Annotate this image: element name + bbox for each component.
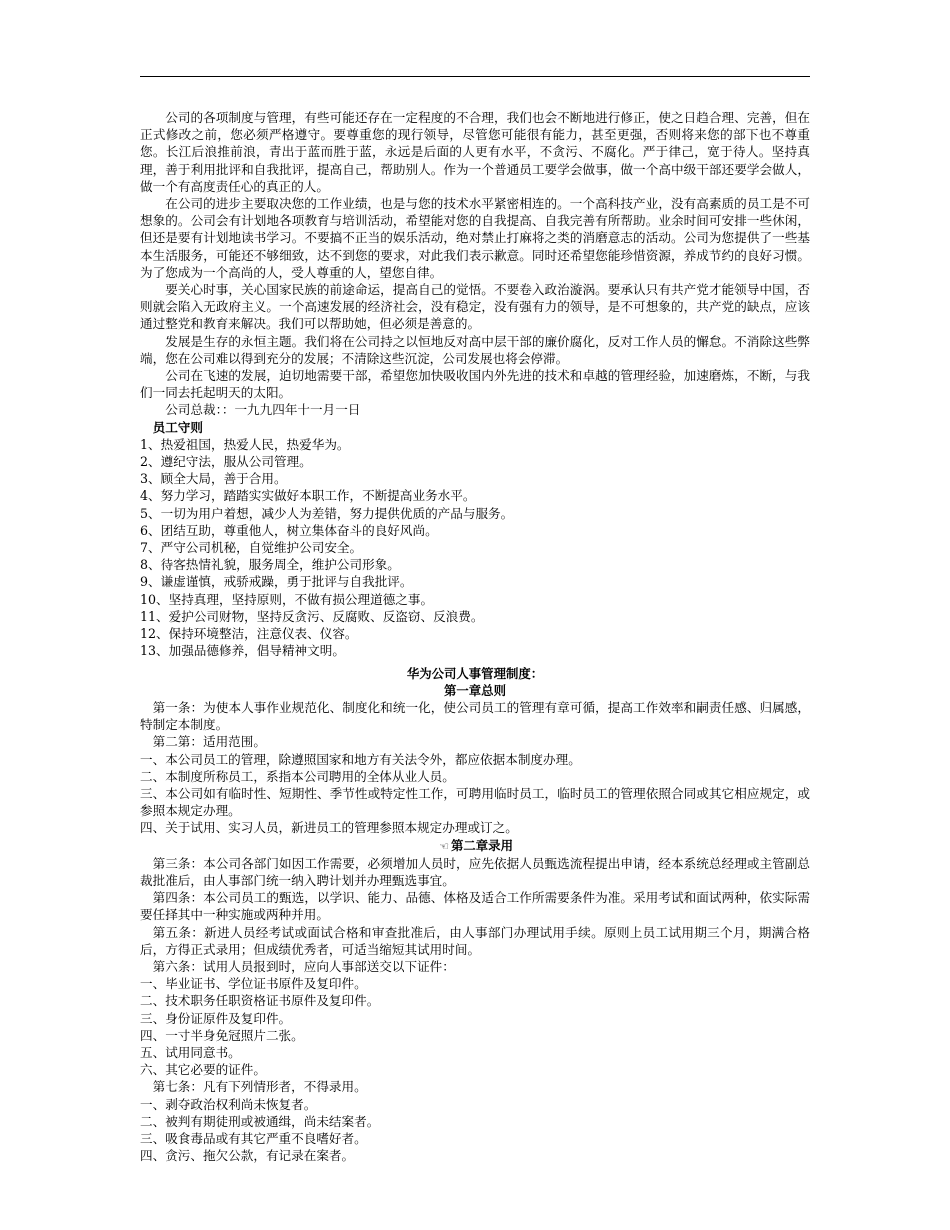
code-item: 3、顾全大局，善于合用。 <box>140 471 287 487</box>
header-rule <box>140 76 810 77</box>
chapter1-paragraph: 三、本公司如有临时性、短期性、季节性或特定性工作，可聘用临时员工，临时员工的管理依照合同或其它相应规定，或参照本规定办理。 <box>140 785 810 819</box>
chapter1-paragraph: 四、关于试用、实习人员，新进员工的管理参照本规定办理或订之。 <box>140 820 518 836</box>
exclusion-item: 三、吸食毒品或有其它严重不良嗜好者。 <box>140 1130 367 1146</box>
code-item: 2、遵纪守法，服从公司管理。 <box>140 454 312 470</box>
code-title: 员工守则 <box>152 419 203 435</box>
code-item: 1、热爱祖国，热爱人民，热爱华为。 <box>140 436 350 452</box>
code-item: 10、坚持真理，坚持原则，不做有损公理道德之事。 <box>140 591 434 607</box>
chapter2-paragraph: 第三条：本公司各部门如因工作需要，必须增加人员时，应先依据人员甄选流程提出申请，经本系统总经理或主管副总裁批准后，由人事部门统一纳入聘计划并办理甄选事宜。 <box>140 855 810 888</box>
intro-paragraph: 要关心时事，关心国家民族的前途命运，提高自己的觉悟。不要卷入政治漩涡。要承认只有共产党才能领导中国，否则就会陷入无政府主义。一个高速发展的经济社会，没有稳定，没有强有力的领导，是不可想象的，共产党的缺点，应该通过整党和教育来解决。我们可以帮助她，但必须是善意的。 <box>140 282 810 332</box>
intro-paragraph: 公司的各项制度与管理，有些可能还存在一定程度的不合理，我们也会不断地进行修正，使之日趋合理、完善，但在正式修改之前，您必须严格遵守。要尊重您的现行领导，尽管您可能很有能力，甚至更强，否则将来您的部下也不尊重您。长江后浪推前浪，青出于蓝而胜于蓝，永远是后面的人更有水平，不贪污、不腐化。严于律己，宽于待人。坚持真理，善于利用批评和自我批评，提高自己，帮助别人。作为一个普通员工要学会做事，做一个高中级干部还要学会做人，做一个有高度责任心的真正的人。 <box>140 110 810 194</box>
exclusion-item: 二、被判有期徒刑或被通缉，尚未结案者。 <box>140 1113 380 1129</box>
intro-paragraph: 公司在飞速的发展，迫切地需要干部，希望您加快吸收国内外先进的技术和卓越的管理经验，加速磨炼，不断，与我们一同去托起明天的太阳。 <box>140 368 810 401</box>
document-item: 一、毕业证书、学位证书原件及复印件。 <box>140 976 367 992</box>
chapter1-paragraph: 一、本公司员工的管理，除遵照国家和地方有关法令外，都应依据本制度办理。 <box>140 751 581 767</box>
document-item: 五、试用同意书。 <box>140 1044 241 1060</box>
intro-paragraph: 在公司的进步主要取决您的工作业绩，也是与您的技术水平紧密相连的。一个高科技产业，没有高素质的员工是不可想象的。公司会有计划地各项教育与培训活动，希望能对您的自我提高、自我完善有所帮助。业余时间可安排一些休闲，但还是要有计划地读书学习。不要搞不正当的娱乐活动，绝对禁止打麻将之类的消磨意志的活动。公司为您提供了一些基本生活服务，可能还不够细致，达不到您的要求，对此我们表示歉意。同时还希望您能珍惜资源，养成节约的良好习惯。为了您成为一个高尚的人，受人尊重的人，望您自律。 <box>140 196 810 280</box>
document-body <box>140 109 810 1164</box>
chapter1-paragraph: 二、本制度所称员工，系指本公司聘用的全体从业人员。 <box>140 768 455 784</box>
code-item: 6、团结互助，尊重他人，树立集体奋斗的良好风尚。 <box>140 522 438 538</box>
code-item: 13、加强品德修养，倡导精神文明。 <box>140 643 345 659</box>
chapter2-paragraph: 第四条：本公司员工的甄选，以学识、能力、品德、体格及适合工作所需要条件为准。采用考试和面试两种，依实际需要任择其中一种实施或两种并用。 <box>140 890 810 923</box>
document-item: 六、其它必要的证件。 <box>140 1062 266 1078</box>
code-item: 11、爱护公司财物，坚持反贪污、反腐败、反盗窃、反浪费。 <box>140 608 484 624</box>
chapter2-title: 第二章录用 <box>451 837 513 853</box>
policy-title: 华为公司人事管理制度： <box>406 665 544 681</box>
article7: 第七条：凡有下列情形者，不得录用。 <box>152 1079 367 1095</box>
intro-paragraph: 发展是生存的永恒主题。我们将在公司持之以恒地反对高中层干部的廉价腐化，反对工作人员的懈怠。不消除这些弊端，您在公司难以得到充分的发展；不清除这些沉淀，公司发展也将会停滞。 <box>140 333 810 366</box>
code-item: 9、谦虚谨慎，戒骄戒躁，勇于批评与自我批评。 <box>140 574 413 590</box>
code-item: 4、努力学习，踏踏实实做好本职工作，不断提高业务水平。 <box>140 488 476 504</box>
chapter2-heading <box>140 837 810 855</box>
code-item: 12、保持环境整洁，注意仪表、仪容。 <box>140 626 358 642</box>
chapter1-paragraph: 第一条：为使本人事作业规范化、制度化和统一化，使公司员工的管理有章可循，提高工作效率和嗣责任感、归属感，特制定本制度。 <box>140 699 810 733</box>
chapter1-title: 第一章总则 <box>444 682 506 698</box>
exclusion-item: 四、贪污、拖欠公款，有记录在案者。 <box>140 1148 355 1164</box>
exclusion-item: 一、剥夺政治权利尚未恢复者。 <box>140 1096 317 1112</box>
chapter2-paragraph: 第六条：试用人员报到时，应向人事部送交以下证件： <box>152 958 455 974</box>
document-item: 二、技术职务任职资格证书原件及复印件。 <box>140 993 380 1009</box>
code-item: 5、一切为用户着想，减少人为差错，努力提供优质的产品与服务。 <box>140 505 514 521</box>
code-item: 7、严守公司机秘，自觉维护公司安全。 <box>140 540 363 556</box>
document-item: 四、一寸半身免冠照片二张。 <box>140 1027 304 1043</box>
signature-line: 公司总裁：：一九九四年十一月一日 <box>165 402 361 418</box>
document-item: 三、身份证原件及复印件。 <box>140 1010 292 1026</box>
code-item: 8、待客热情礼貌，服务周全，维护公司形象。 <box>140 557 400 573</box>
pointing-hand-icon: ☜ <box>439 839 449 853</box>
chapter1-paragraph: 第二第：适用范围。 <box>152 734 266 750</box>
chapter2-paragraph: 第五条：新进人员经考试或面试合格和审查批准后，由人事部门办理试用手续。原则上员工试用期三个月，期满合格后，方得正式录用；但成绩优秀者，可适当缩短其试用时间。 <box>140 924 810 957</box>
